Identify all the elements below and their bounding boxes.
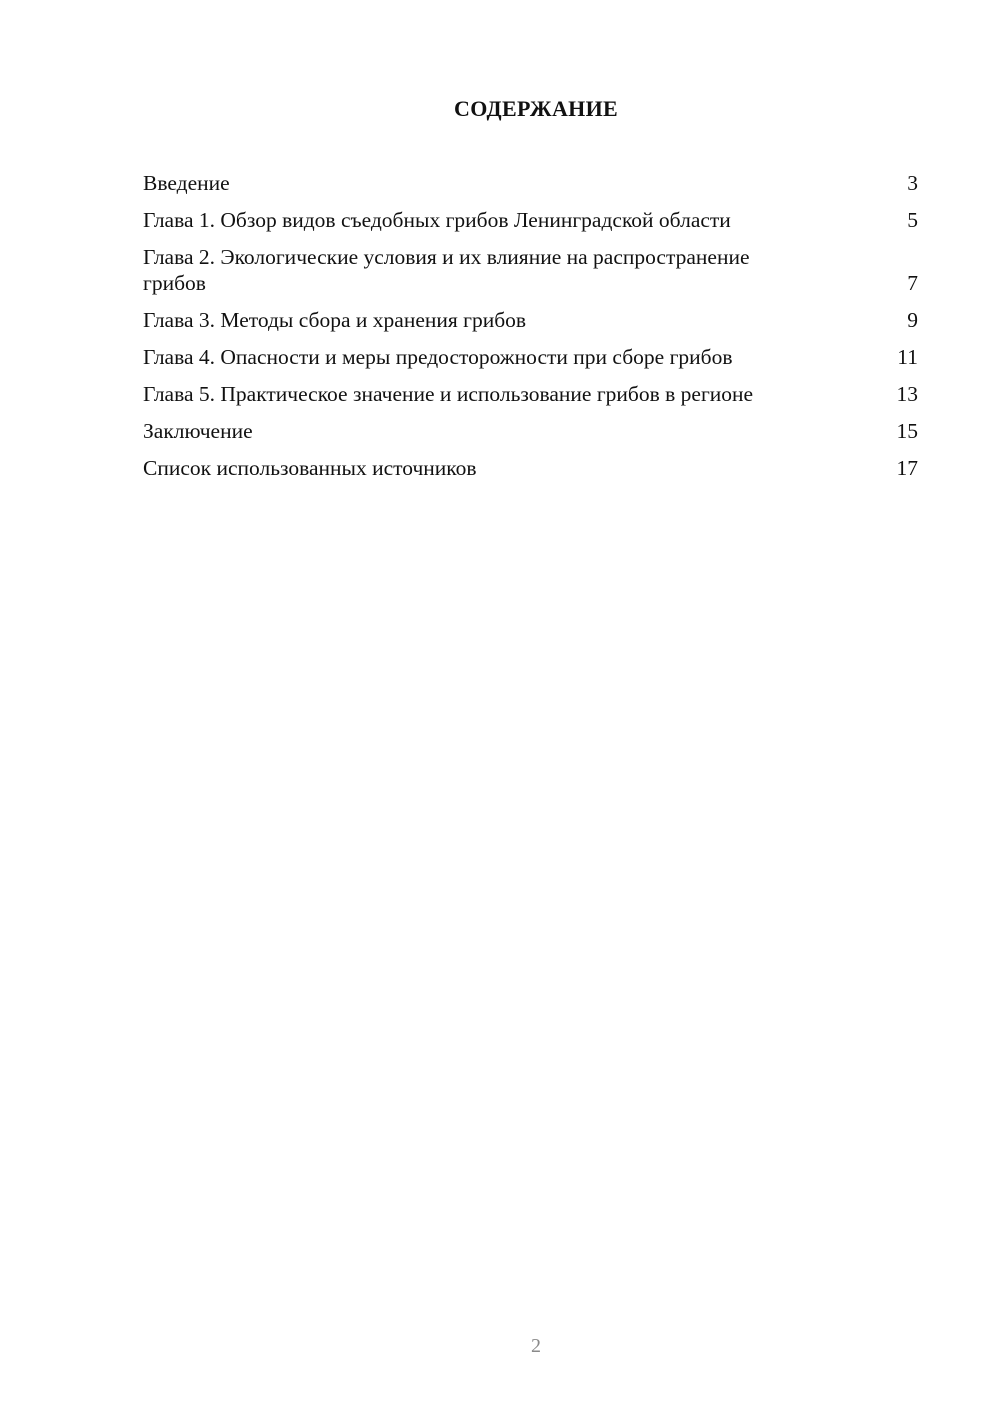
toc-entry-page: 13 xyxy=(896,382,918,406)
page-number: 2 xyxy=(531,1335,541,1357)
page-title: СОДЕРЖАНИЕ xyxy=(454,96,618,121)
toc-entry-page: 7 xyxy=(907,271,918,295)
toc-entry-text: Глава 5. Практическое значение и использование грибов в регионе xyxy=(143,382,754,406)
toc-entry-text: Глава 3. Методы сбора и хранения грибов xyxy=(143,308,527,332)
toc-entry-page: 15 xyxy=(896,419,918,443)
toc-entry-page: 5 xyxy=(907,208,918,232)
toc-entry xyxy=(143,381,918,407)
toc-entry-text: Глава 4. Опасности и меры предосторожности при сборе грибов xyxy=(143,345,733,369)
toc-entry xyxy=(143,244,918,296)
toc-entry xyxy=(143,307,918,333)
toc-entry xyxy=(143,418,918,444)
toc-entry-page: 9 xyxy=(907,308,918,332)
toc-entry-page: 11 xyxy=(897,345,918,369)
toc-entry-page: 17 xyxy=(896,456,918,480)
toc-entry xyxy=(143,344,918,370)
toc-entry-page: 3 xyxy=(907,171,918,195)
toc-entry-text: Заключение xyxy=(143,419,253,443)
toc-entry-text: Введение xyxy=(143,171,230,195)
toc-entry xyxy=(143,455,918,481)
toc-entry-text: Глава 2. Экологические условия и их влияние на распространение грибов xyxy=(143,245,750,295)
toc-entry-text: Список использованных источников xyxy=(143,456,477,480)
toc-entry-text: Глава 1. Обзор видов съедобных грибов Ленинградской области xyxy=(143,208,731,232)
table-of-contents xyxy=(143,170,918,492)
toc-entry xyxy=(143,207,918,233)
toc-entry xyxy=(143,170,918,196)
